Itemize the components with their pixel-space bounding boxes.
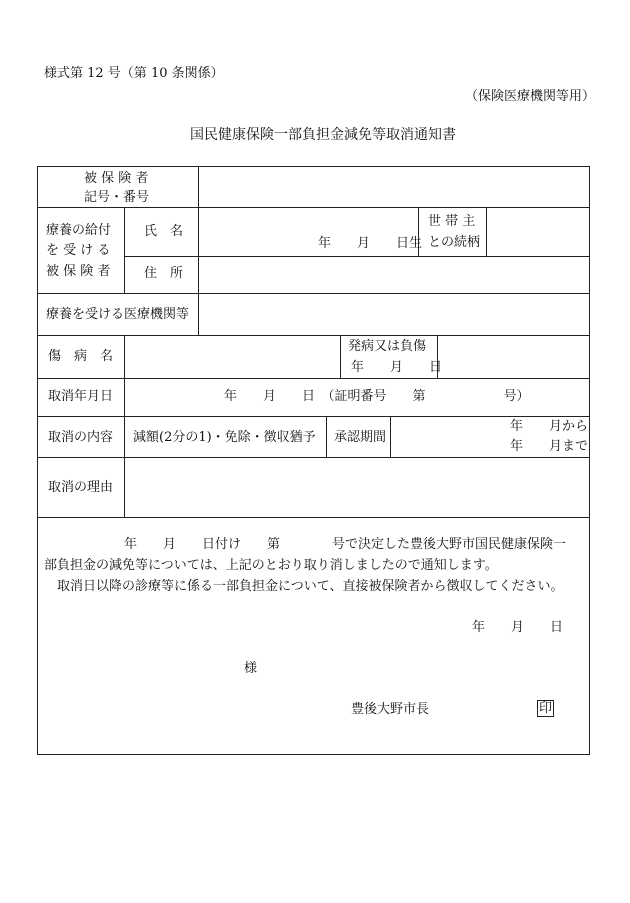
birth-date-label: 年 月 日生 [318,236,423,251]
col-divider [326,416,327,458]
insured-label-line1: 被 保 険 者 [84,171,149,186]
approval-period-label: 承認期間 [334,430,387,445]
row-divider [38,335,589,336]
col-divider [390,416,391,458]
seal-stamp: 印 [539,701,553,716]
recipient-label-line2: を 受 け る [46,243,111,258]
recipient-label-line3: 被 保 険 者 [46,264,111,279]
col-divider [486,207,487,257]
insured-label-line2: 記号・番号 [84,190,150,205]
cancellation-form [37,166,590,755]
col-divider [198,207,199,294]
col-divider [198,293,199,336]
institution-label: 療養を受ける医療機関等 [46,307,190,322]
period-to: 年 月まで [510,439,589,454]
cancel-date-label: 取消年月日 [48,389,114,404]
notice-line3: 取消日以降の診療等に係る一部負担金について、直接被保険者から徴収してください。 [57,579,564,594]
document-title: 国民健康保険一部負担金減免等取消通知書 [190,127,456,143]
cancel-date-value: 年 月 日 （証明番号 第 号） [224,389,530,404]
cancel-reason-label: 取消の理由 [48,480,114,495]
name-label: 氏 名 [144,224,184,239]
row-divider [38,517,589,518]
form-number: 様式第 12 号（第 10 条関係） [44,66,224,81]
onset-label-line1: 発病又は負傷 [348,339,427,354]
notice-line1: 年 月 日付け 第 号で決定した豊後大野市国民健康保険一 [124,537,567,552]
notice-date: 年 月 日 [472,620,564,635]
row-divider [38,378,589,379]
onset-label-line2: 年 月 日 [351,360,443,375]
col-divider [198,167,199,208]
row-divider [38,293,589,294]
row-divider [38,457,589,458]
disease-label: 傷 病 名 [48,349,114,364]
col-divider [124,207,125,294]
usage-note: （保険医療機関等用） [465,89,596,104]
row-divider [38,416,589,417]
col-divider [340,335,341,379]
col-divider [124,335,125,518]
period-from: 年 月から [510,419,589,434]
issuer-name: 豊後大野市長 [351,702,430,717]
household-head-label-line2: との続柄 [428,235,481,250]
cancel-content-options: 減額(2分の1)・免除・徴収猶予 [133,430,316,445]
recipient-label-line1: 療養の給付 [46,223,112,238]
notice-line2: 部負担金の減免等については、上記のとおり取り消しましたので通知します。 [44,558,498,573]
address-label: 住 所 [144,266,184,281]
addressee-suffix: 様 [244,661,258,676]
household-head-label-line1: 世 帯 主 [428,214,476,229]
cancel-content-label: 取消の内容 [48,430,114,445]
row-divider [38,207,589,208]
insured-number-field[interactable] [210,175,580,199]
row-divider [124,256,589,257]
